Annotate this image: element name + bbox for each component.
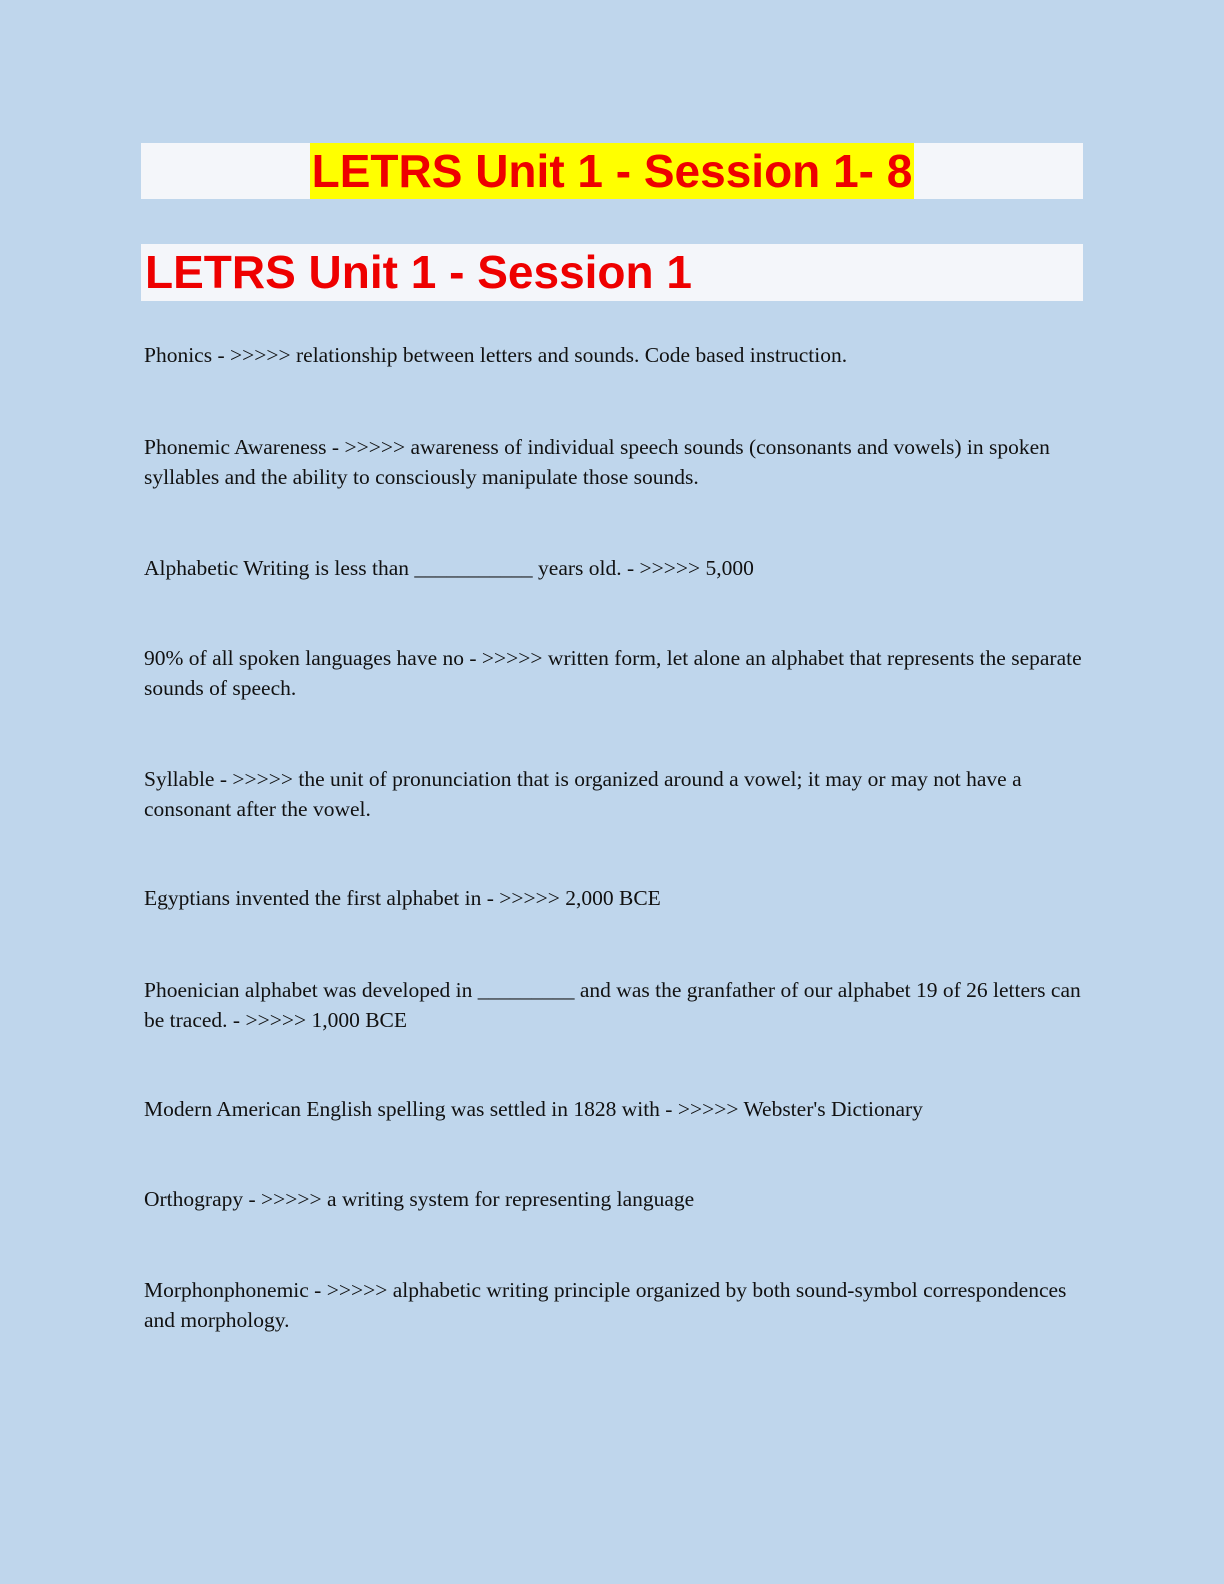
- document-title-bar: [141, 143, 1083, 199]
- entry-morphophonemic: Morphonphonemic - >>>>> alphabetic writing principle organized by both sound-symbol correspondences and morphology.: [144, 1278, 1067, 1332]
- section-heading-bar: [141, 244, 1083, 301]
- entry-phoenician: Phoenician alphabet was developed in _________ and was the granfather of our alphabet 19 of 26 letters can be traced. - >>>>> 1,000 BCE: [144, 978, 1081, 1032]
- document-title: LETRS Unit 1 - Session 1- 8: [311, 145, 913, 197]
- entry-phonemic-awareness: Phonemic Awareness - >>>>> awareness of individual speech sounds (consonants and vowels) in spoken syllables and the ability to consciously manipulate those sounds.: [144, 435, 1050, 489]
- entry-egyptians: Egyptians invented the first alphabet in - >>>>> 2,000 BCE: [144, 886, 661, 910]
- entry-phonics: Phonics - >>>>> relationship between letters and sounds. Code based instruction.: [144, 343, 848, 367]
- entry-orthography: Orthograpy - >>>>> a writing system for representing language: [144, 1187, 695, 1211]
- section-heading: LETRS Unit 1 - Session 1: [145, 246, 692, 298]
- entry-syllable: Syllable - >>>>> the unit of pronunciation that is organized around a vowel; it may or may not have a consonant after the vowel.: [144, 767, 1022, 821]
- entry-spoken-languages: 90% of all spoken languages have no - >>>>> written form, let alone an alphabet that represents the separate sounds of speech.: [144, 646, 1082, 700]
- entry-american-spelling: Modern American English spelling was settled in 1828 with - >>>>> Webster's Dictionary: [144, 1097, 923, 1121]
- entry-alphabetic-writing: Alphabetic Writing is less than ___________ years old. - >>>>> 5,000: [144, 556, 754, 580]
